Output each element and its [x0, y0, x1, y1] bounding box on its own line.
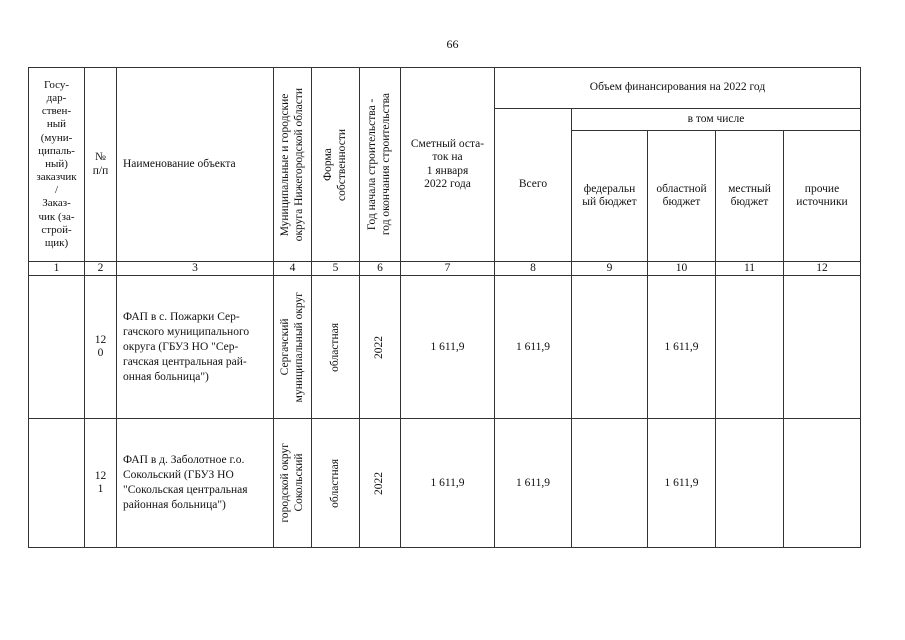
row-number: 12 0 [85, 276, 117, 419]
financing-table [28, 67, 861, 548]
ownership-cell: областная [312, 276, 360, 419]
table-row [29, 419, 861, 548]
total-cell: 1 611,9 [495, 419, 572, 548]
table-row [29, 276, 861, 419]
federal-cell [572, 276, 648, 419]
years-cell: 2022 [360, 419, 401, 548]
column-number-row [29, 262, 861, 276]
header-other: прочие источники [784, 131, 861, 262]
column-number: 3 [117, 262, 274, 276]
other-cell [784, 276, 861, 419]
column-number: 12 [784, 262, 861, 276]
total-cell: 1 611,9 [495, 276, 572, 419]
page-number: 66 [446, 37, 459, 51]
regional-cell: 1 611,9 [648, 276, 716, 419]
header-estimate-balance: Сметный оста- ток на 1 января 2022 года [401, 68, 495, 262]
header-customer: Госу- дар- ствен- ный (муни- ципаль- ный) заказчик / Заказ- чик (за- строй- щик) [29, 68, 85, 262]
object-name: ФАП в д. Заболотное г.о. Сокольский (ГБУЗ НО "Сокольская центральная районная больница") [117, 419, 274, 548]
column-number: 11 [716, 262, 784, 276]
header-total: Всего [495, 109, 572, 262]
header-local: местный бюджет [716, 131, 784, 262]
column-number: 8 [495, 262, 572, 276]
object-name: ФАП в с. Пожарки Сер- гачского муниципального округа (ГБУЗ НО "Сер- гачская центральная рай- онная больница") [117, 276, 274, 419]
estimate-balance-cell: 1 611,9 [401, 276, 495, 419]
ownership-cell: областная [312, 419, 360, 548]
header-ownership: Форма собственности [312, 68, 360, 262]
column-number: 1 [29, 262, 85, 276]
header-regional: областной бюджет [648, 131, 716, 262]
row-number: 12 1 [85, 419, 117, 548]
estimate-balance-cell: 1 611,9 [401, 419, 495, 548]
header-financing-title: Объем финансирования на 2022 год [495, 68, 861, 109]
district-cell: Сергачский муниципальный округ [274, 276, 312, 419]
column-number: 2 [85, 262, 117, 276]
column-number: 5 [312, 262, 360, 276]
column-number: 9 [572, 262, 648, 276]
local-cell [716, 419, 784, 548]
header-construction-years: Год начала строительства - год окончания строительства [360, 68, 401, 262]
local-cell [716, 276, 784, 419]
column-number: 6 [360, 262, 401, 276]
district-cell: городской округ Сокольский [274, 419, 312, 548]
header-federal: федеральн ый бюджет [572, 131, 648, 262]
header-district: Муниципальные и городские округа Нижегородской области [274, 68, 312, 262]
regional-cell: 1 611,9 [648, 419, 716, 548]
column-number: 10 [648, 262, 716, 276]
column-number: 4 [274, 262, 312, 276]
header-row-number: № п/п [85, 68, 117, 262]
header-object-name: Наименование объекта [117, 68, 274, 262]
customer-cell [29, 276, 85, 419]
years-cell: 2022 [360, 276, 401, 419]
customer-cell [29, 419, 85, 548]
federal-cell [572, 419, 648, 548]
column-number: 7 [401, 262, 495, 276]
other-cell [784, 419, 861, 548]
header-including: в том числе [572, 109, 861, 131]
